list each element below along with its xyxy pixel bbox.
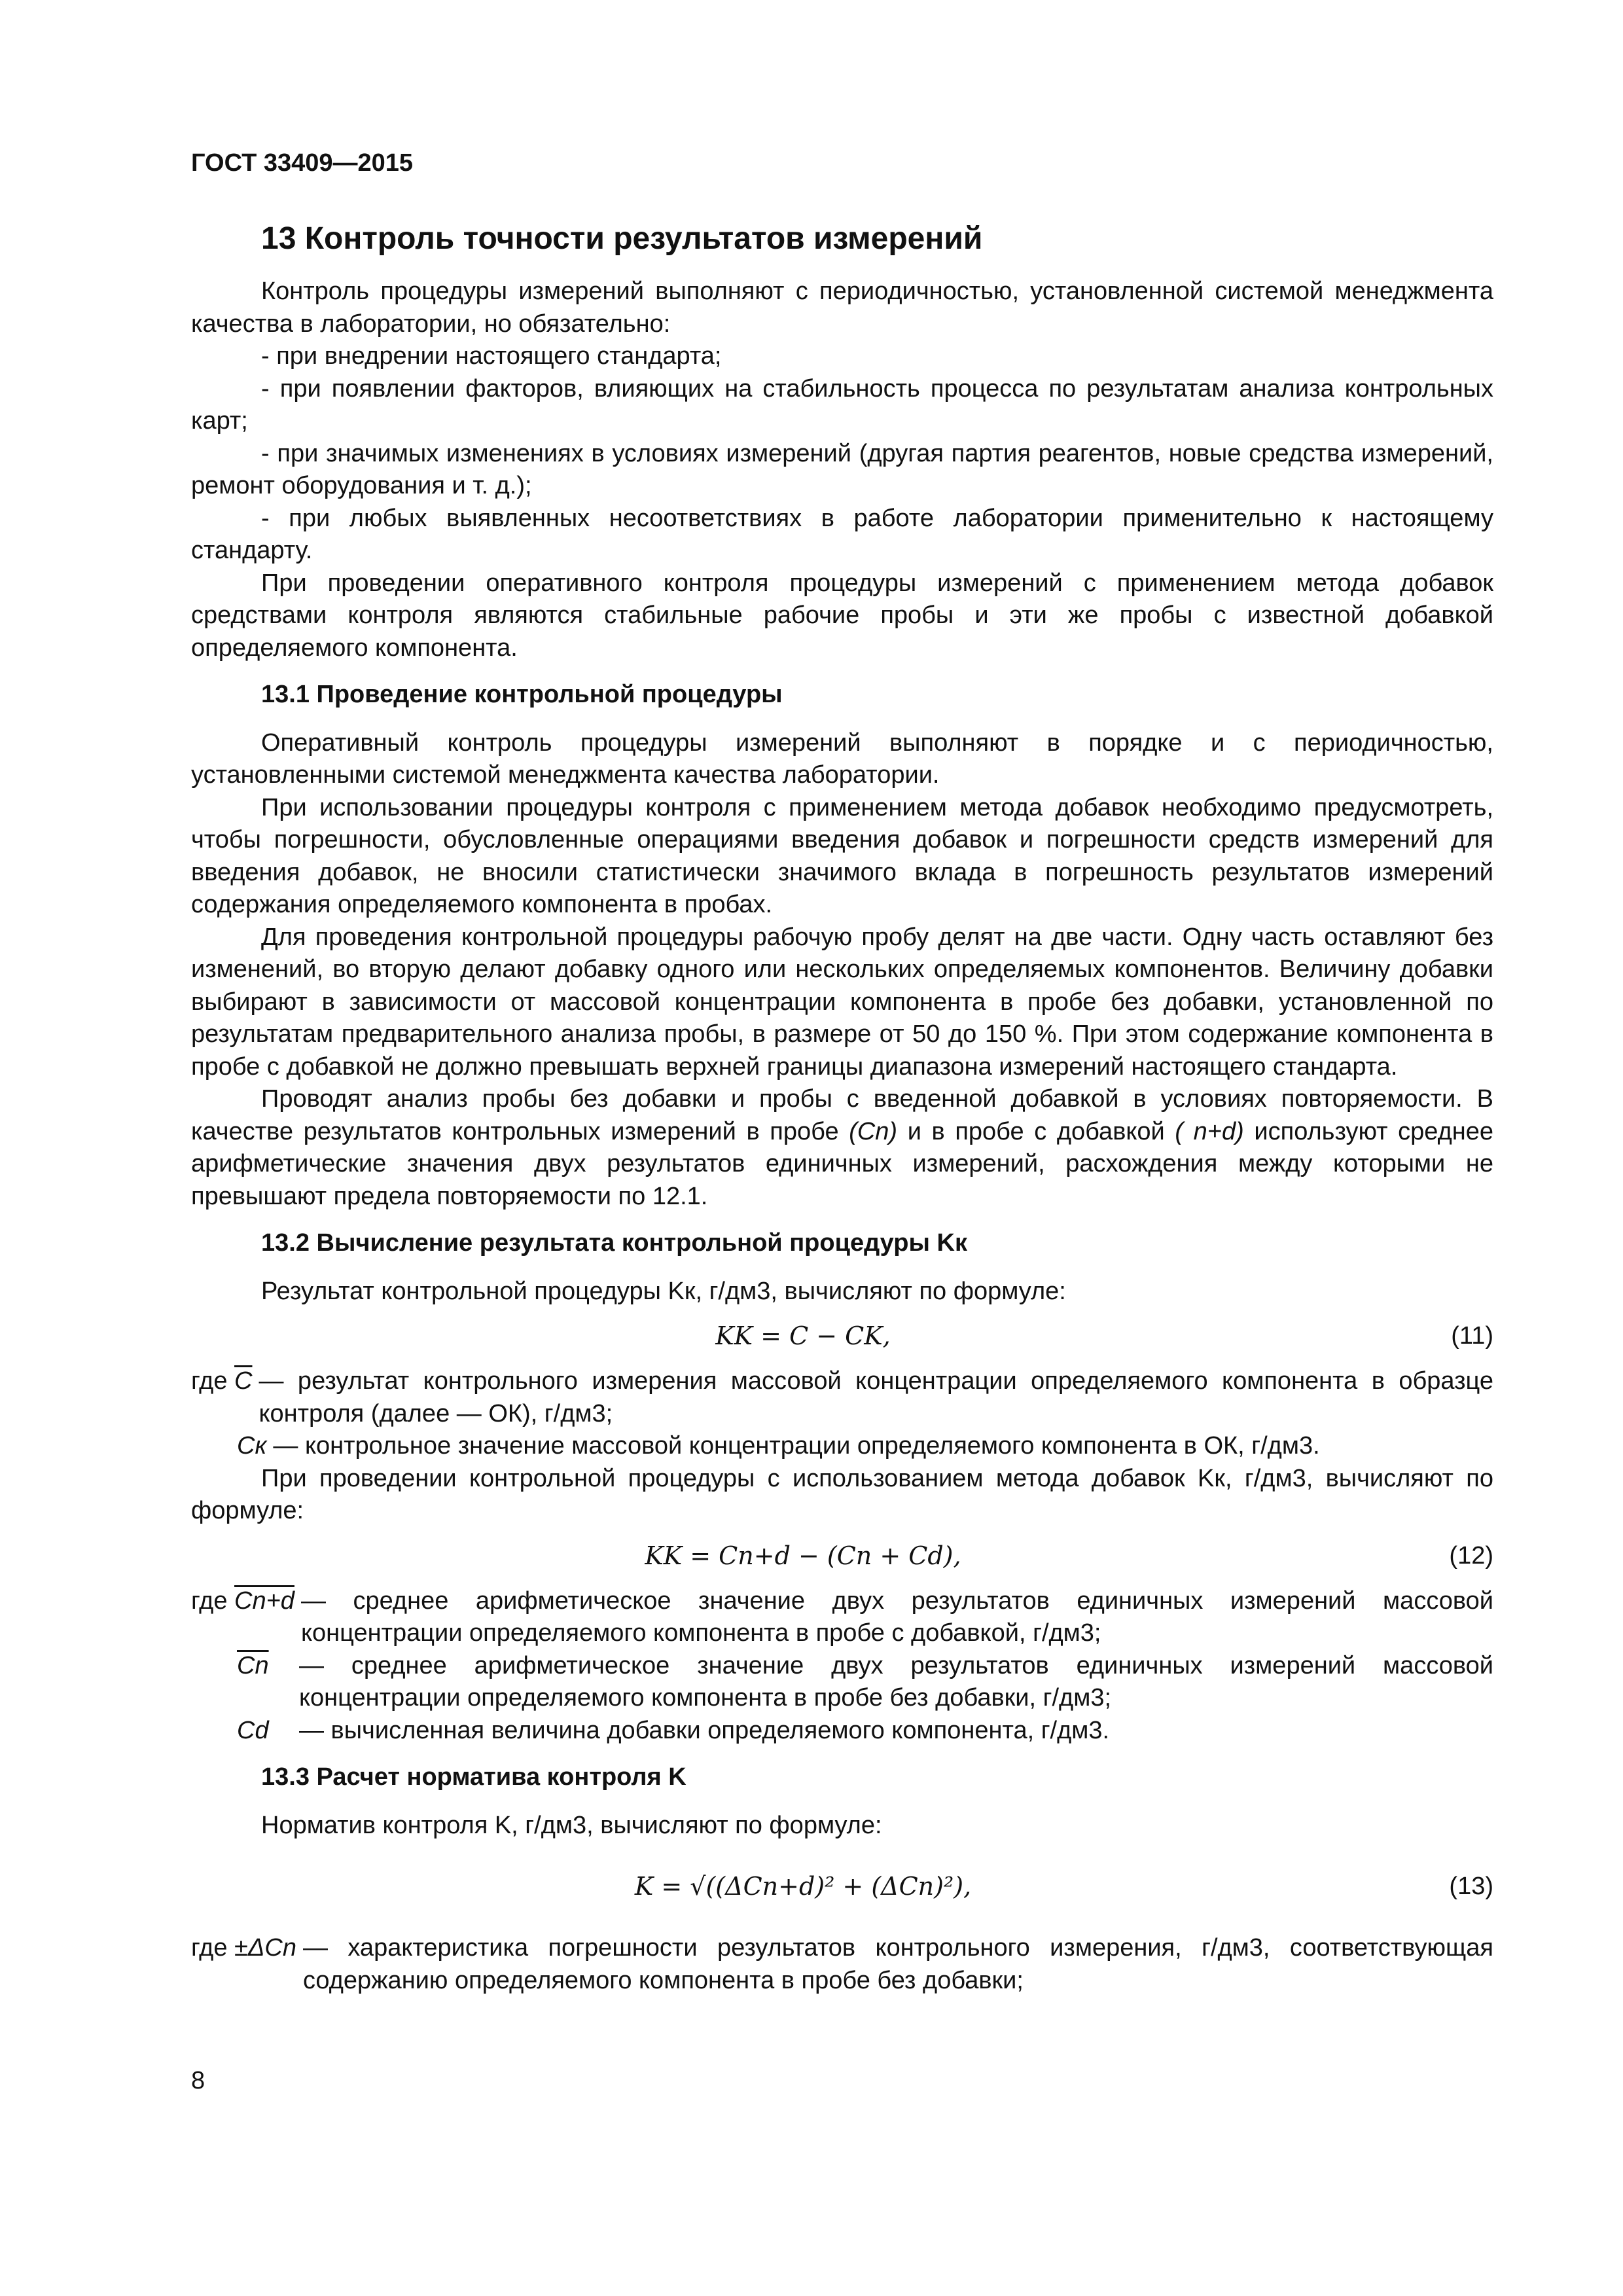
definition-delta-cn-text: — характеристика погрешности результатов контрольного измерения, г/дм3, соответствующая содержанию определяемого компонента в пробе без добавки; [302,1934,1493,1994]
definition-c [191,1365,1493,1430]
section-13-intro-1: Контроль процедуры измерений выполняют с периодичностью, установленной системой менеджмента качества в лаборатории, но обязательно: [191,278,1493,338]
equation-12 [191,1537,1493,1576]
section-13-2-lead-2: При проведении контрольной процедуры с использованием метода добавок Kк, г/дм3, вычисляют по формуле: [191,1464,1493,1524]
section-13-1-p4 [191,1083,1493,1213]
p4-part-b: и в пробе с добавкой [907,1117,1165,1145]
definition-cd [191,1715,1493,1748]
equation-11-number: (11) [1451,1322,1493,1350]
definition-prefix: где Cn+d [191,1587,294,1615]
definition-ck [191,1430,1493,1463]
section-13-3-lead: Норматив контроля K, г/дм3, вычисляют по формуле: [261,1811,882,1839]
definition-cn-symbol: $\overline{Cn}$ [237,1651,269,1679]
equation-13-formula: K = √((ΔCn+d)² + (ΔCn)²), [634,1872,972,1901]
equation-12-number: (12) [1449,1541,1493,1570]
definition-cd-text: — вычисленная величина добавки определяемого компонента, г/дм3. [299,1716,1110,1744]
definition-cd-symbol: Cd [237,1716,269,1744]
section-13-1-p3: Для проведения контрольной процедуры рабочую пробу делят на две части. Одну часть оставляют без изменений, во вторую делают добавку одного или нескольких определяемых компонентов. Величину добавки выбирают в зависимости от массовой концентрации компонента в пробе без добавки, установленной по результатам предварительного анализа пробы, в размере от 50 до 150 %. При этом содержание компонента в пробе с добавкой не должно превышать верхней границы диапазона измерений настоящего стандарта. [191,923,1493,1081]
bullet-1: - при внедрении настоящего стандарта; [261,342,722,370]
page-number: 8 [191,2067,205,2094]
definition-cn-text: — среднее арифметическое значение двух результатов единичных измерений массовой концентрации определяемого компонента в пробе без добавки, г/дм3; [299,1651,1493,1712]
equation-11-formula: KK = C − CK, [715,1321,891,1351]
equation-13-number: (13) [1449,1873,1493,1901]
section-13-2-lead: Результат контрольной процедуры Kк, г/дм3, вычисляют по формуле: [261,1277,1066,1305]
p4-part-a: Проводят анализ пробы без добавки и пробы с введенной добавкой в условиях повторяемости. В качестве результатов контрольных измерений в пробе [191,1085,1493,1145]
definition-prefix: где $\overline{C}$ [191,1367,253,1395]
section-13-intro-2: При проведении оперативного контроля процедуры измерений с применением метода добавок средствами контроля являются стабильные рабочие пробы и эти же пробы с известной добавкой определяемого компонента. [191,569,1493,662]
section-13-3-title: 13.3 Расчет норматива контроля K [261,1763,687,1791]
definition-ck-symbol: Cк [237,1432,267,1460]
equation-11 [191,1317,1493,1356]
definition-c-text: — результат контрольного измерения массовой концентрации определяемого компонента в образце контроля (далее — ОК), г/дм3; [259,1367,1493,1427]
bullet-3: - при значимых изменениях в условиях измерений (другая партия реагентов, новые средства измерений, ремонт оборудования и т. д.); [191,439,1493,499]
definition-cnd [191,1585,1493,1650]
equation-12-formula: KK = Cn+d − (Cn + Cd), [645,1541,961,1570]
definition-delta-cn [191,1932,1493,1997]
definition-cn [191,1650,1493,1715]
section-13-1-title: 13.1 Проведение контрольной процедуры [261,681,783,708]
symbol-cn: (Cn) [849,1117,898,1145]
symbol-cnd: ( n+d) [1175,1117,1244,1145]
section-13-title: 13 Контроль точности результатов измерений [261,221,983,256]
section-13-2-title: 13.2 Вычисление результата контрольной процедуры Kк [261,1229,967,1257]
p4-part-c: используют среднее арифметические значения двух результатов единичных измерений, расхождения между которыми не превышают предела повторяемости по 12.1. [191,1117,1493,1210]
definition-prefix: где ±ΔCn [191,1934,296,1962]
equation-13 [191,1851,1493,1923]
bullet-2: - при появлении факторов, влияющих на стабильность процесса по результатам анализа контрольных карт; [191,374,1493,435]
definition-ck-text: — контрольное значение массовой концентрации определяемого компонента в ОК, г/дм3. [273,1432,1320,1460]
section-13-1-p1: Оперативный контроль процедуры измерений выполняют в порядке и с периодичностью, установленными системой менеджмента качества лаборатории. [191,728,1493,789]
section-13-1-p2: При использовании процедуры контроля с применением метода добавок необходимо предусмотреть, чтобы погрешности, обусловленные операциями введения добавок и погрешности средств измерений для введения добавок, не вносили статистически значимого вклада в погрешность результатов измерений содержания определяемого компонента в пробах. [191,793,1493,918]
bullet-4: - при любых выявленных несоответствиях в работе лаборатории применительно к настоящему стандарту. [191,504,1493,564]
page-content [191,219,1493,1997]
definition-cnd-text: — среднее арифметическое значение двух результатов единичных измерений массовой концентрации определяемого компонента в пробе с добавкой, г/дм3; [300,1587,1493,1647]
running-head: ГОСТ 33409—2015 [191,149,414,177]
